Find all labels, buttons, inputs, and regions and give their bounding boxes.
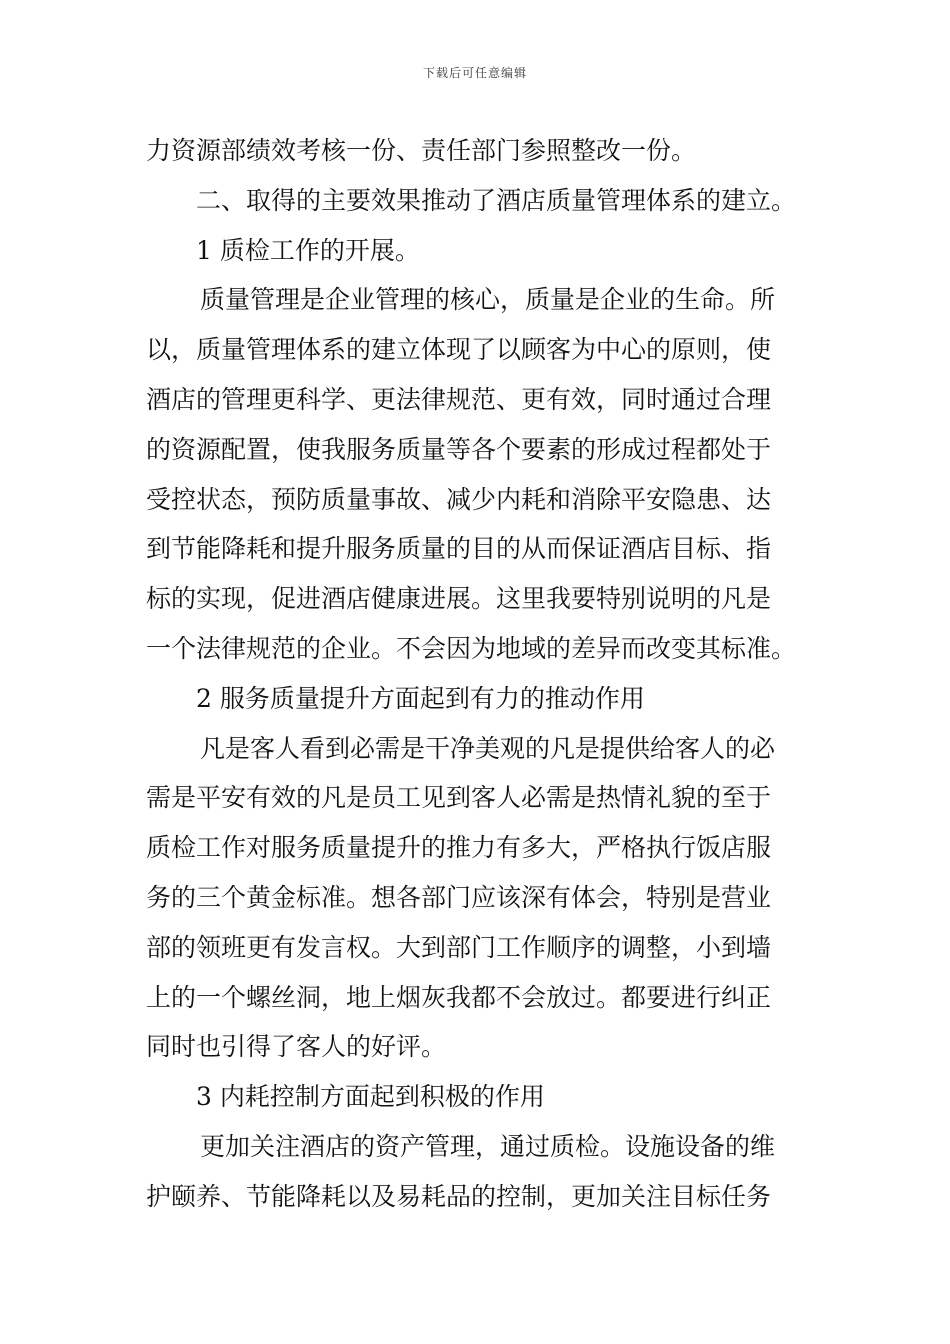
text-line: 质检工作对服务质量提升的推力有多大，严格执行饭店服 xyxy=(146,833,772,863)
text-line: 的资源配置，使我服务质量等各个要素的形成过程都处于 xyxy=(146,434,772,464)
document-body xyxy=(146,126,810,1222)
text-line: 同时也引得了客人的好评。 xyxy=(146,1032,447,1062)
text-line: 受控状态，预防质量事故、减少内耗和消除平安隐患、达 xyxy=(146,484,772,514)
text-line: 质量管理是企业管理的核心，质量是企业的生命。所 xyxy=(200,285,776,315)
subsection-heading: 1 质检工作的开展。 xyxy=(196,235,420,265)
subsection-heading: 3 内耗控制方面起到积极的作用 xyxy=(196,1082,545,1112)
text-line: 以，质量管理体系的建立体现了以顾客为中心的原则，使 xyxy=(146,335,772,365)
text-line: 标的实现，促进酒店健康进展。这里我要特别说明的凡是 xyxy=(146,584,772,614)
text-line: 凡是客人看到必需是干净美观的凡是提供给客人的必 xyxy=(200,733,776,763)
text-line: 更加关注酒店的资产管理，通过质检。设施设备的维 xyxy=(200,1131,776,1161)
text-line: 力资源部绩效考核一份、责任部门参照整改一份。 xyxy=(146,136,697,165)
subsection-heading: 2 服务质量提升方面起到有力的推动作用 xyxy=(196,683,645,713)
text-line: 务的三个黄金标准。想各部门应该深有体会，特别是营业 xyxy=(146,882,772,912)
text-line: 需是平安有效的凡是员工见到客人必需是热情礼貌的至于 xyxy=(146,783,772,813)
text-line: 部的领班更有发言权。大到部门工作顺序的调整，小到墙 xyxy=(146,932,772,962)
text-line: 一个法律规范的企业。不会因为地域的差异而改变其标准。 xyxy=(146,633,797,663)
text-line: 到节能降耗和提升服务质量的目的从而保证酒店目标、指 xyxy=(146,534,772,564)
page-header: 下载后可任意编辑 xyxy=(422,66,527,80)
text-line: 上的一个螺丝洞，地上烟灰我都不会放过。都要进行纠正 xyxy=(146,982,772,1012)
text-line: 酒店的管理更科学、更法律规范、更有效，同时通过合理 xyxy=(146,384,772,414)
text-line: 护颐养、节能降耗以及易耗品的控制，更加关注目标任务 xyxy=(146,1181,772,1211)
section-heading: 二、取得的主要效果推动了酒店质量管理体系的建立。 xyxy=(196,185,797,215)
